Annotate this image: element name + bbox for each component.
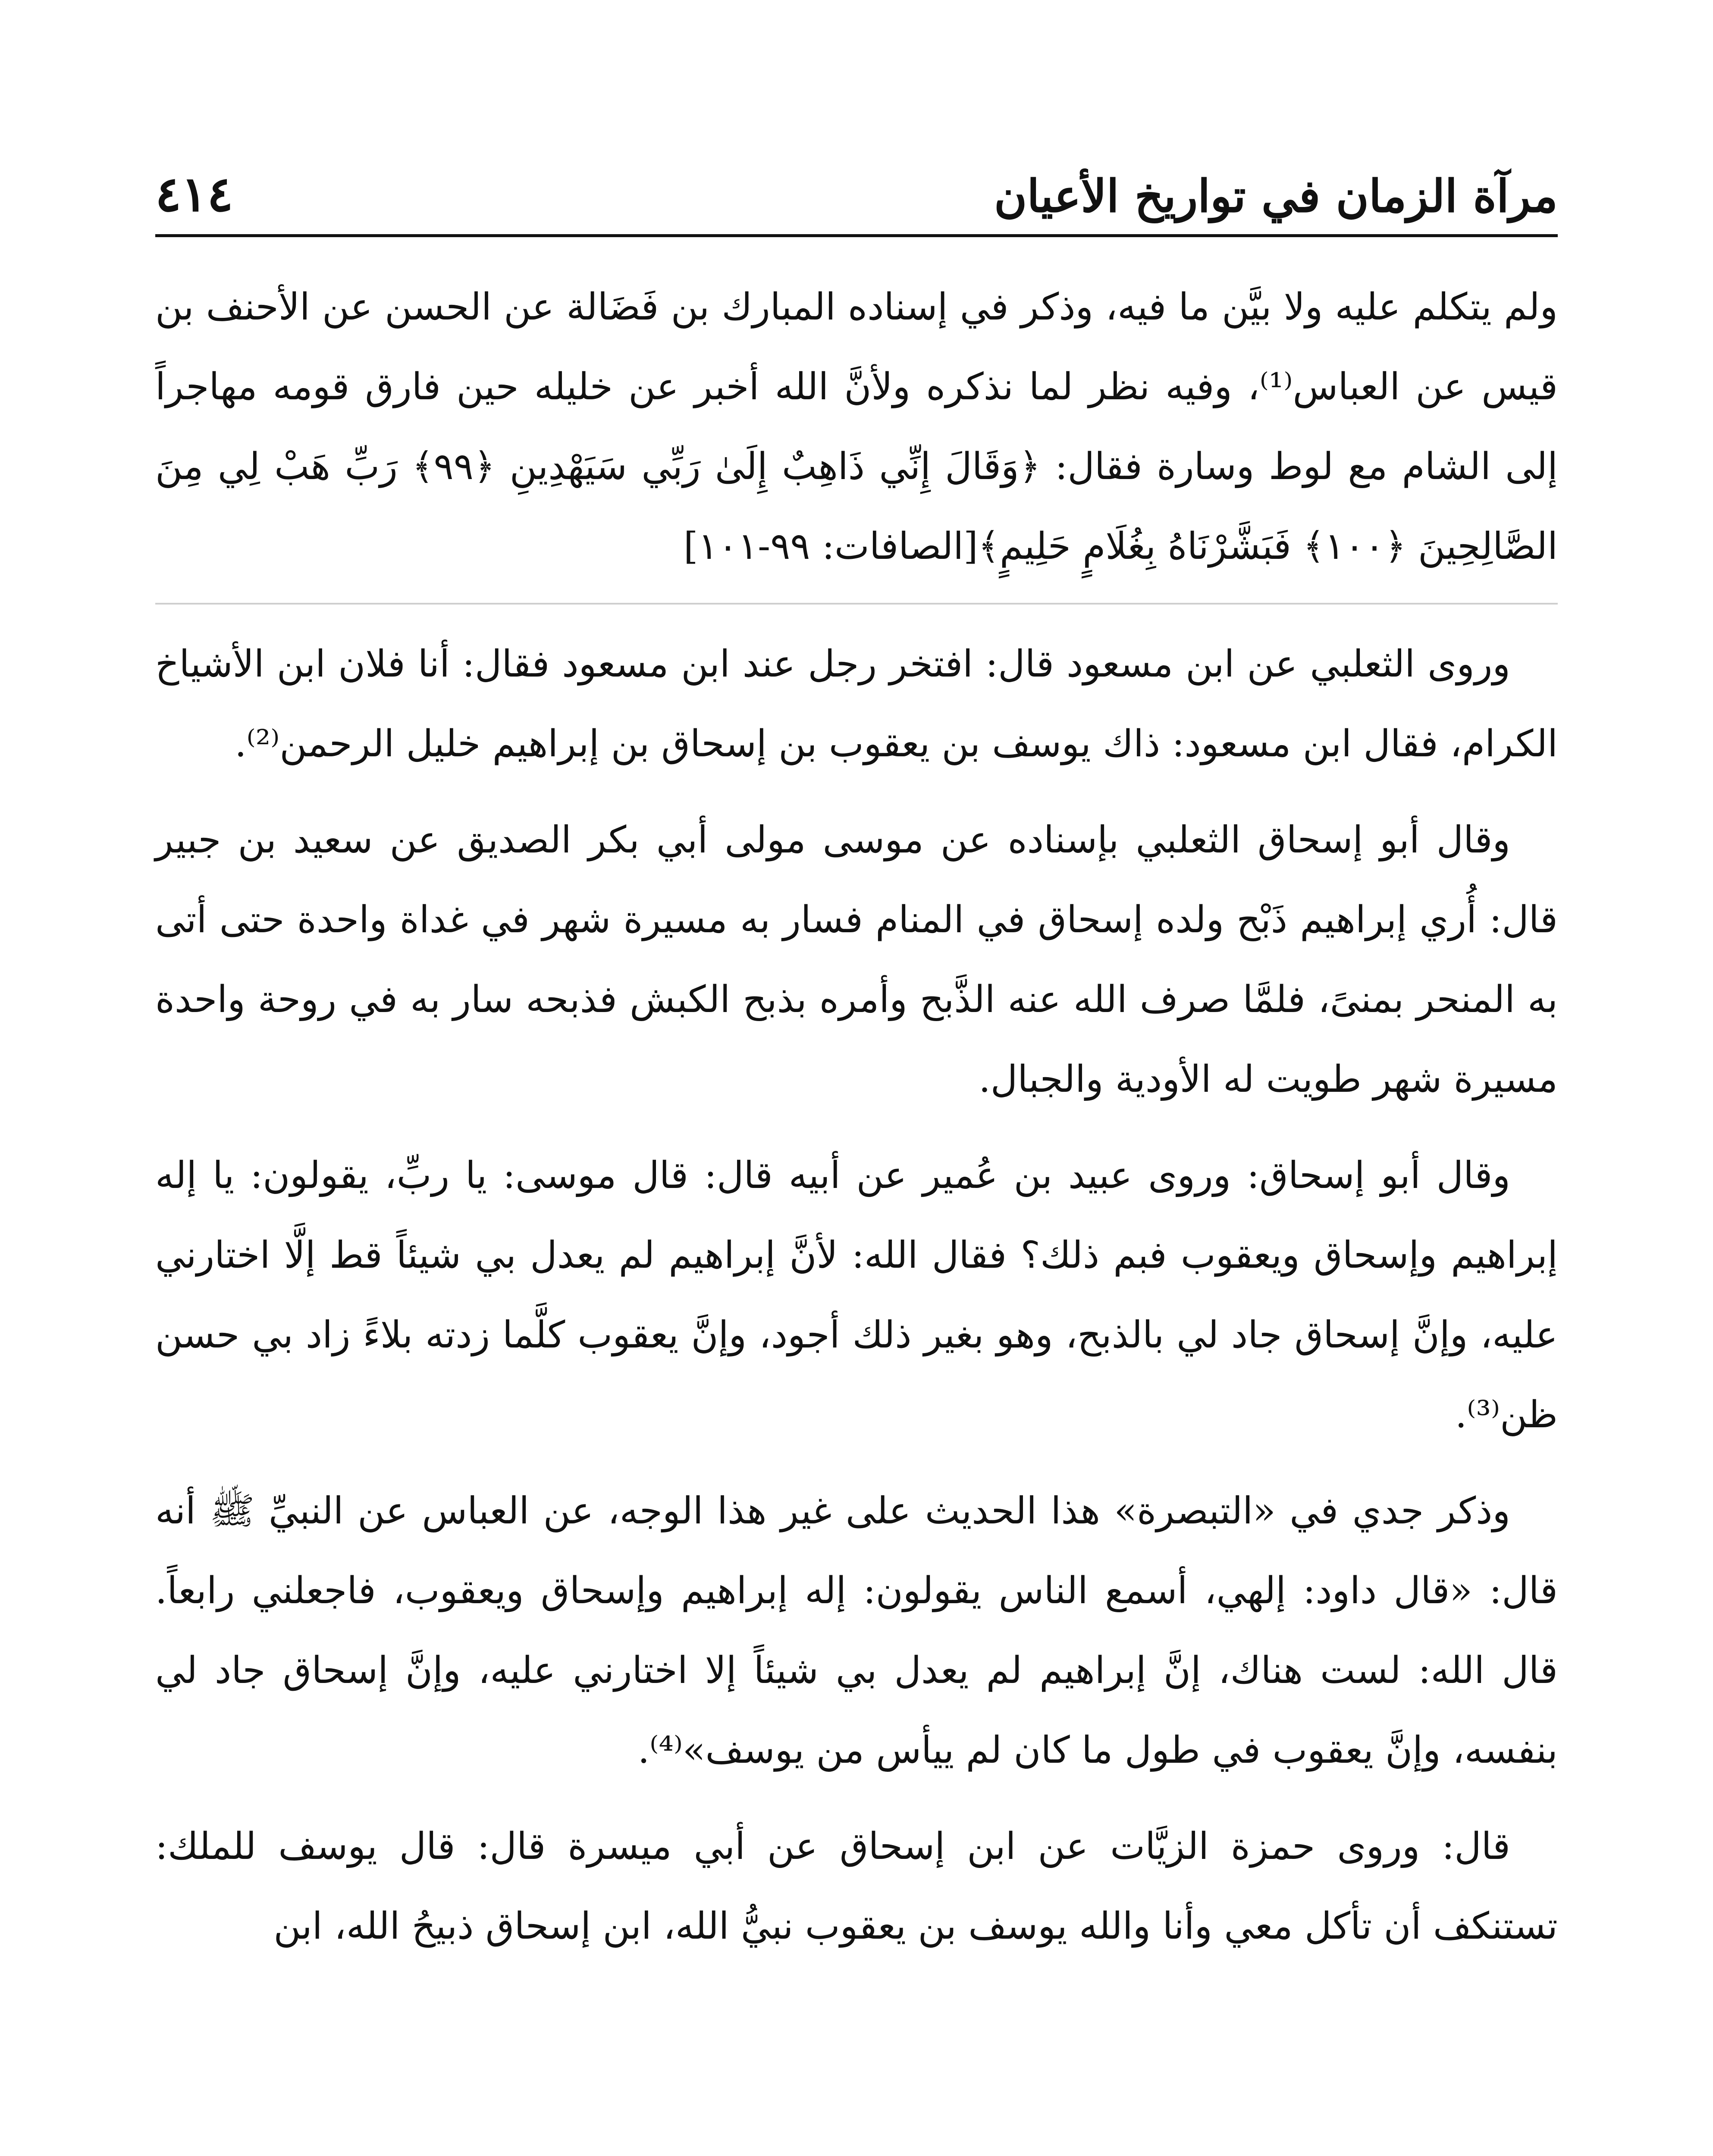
page-number: ٤١٤: [155, 166, 233, 222]
paragraph: وروى الثعلبي عن ابن مسعود قال: افتخر رجل عند ابن مسعود فقال: أنا فلان ابن الأشياخ الكرام، فقال ابن مسعود: ذاك يوسف بن يعقوب بن إسحاق بن إبراهيم خليل الرحمن⁽²⁾.: [155, 642, 1558, 765]
paragraph: وذكر جدي في «التبصرة» هذا الحديث على غير هذا الوجه، عن العباس عن النبيِّ ﷺ أنه قال: «قال داود: إلهي، أسمع الناس يقولون: إله إبراهيم وإسحاق ويعقوب، فاجعلني رابعاً. قال الله: لست هناك، إنَّ إبراهيم لم يعدل بي شيئاً إلا اختارني عليه، وإنَّ إسحاق جاد لي بنفسه، وإنَّ يعقوب في طول ما كان لم ييأس من يوسف»⁽⁴⁾.: [155, 1489, 1558, 1772]
paragraph-divider: [155, 603, 1558, 605]
paragraph: قال: وروى حمزة الزيَّات عن ابن إسحاق عن أبي ميسرة قال: قال يوسف للملك: تستنكف أن تأكل معي وأنا والله يوسف بن يعقوب نبيُّ الله، ابن إسحاق ذبيحُ الله، ابن: [155, 1825, 1558, 1948]
paragraph: ولم يتكلم عليه ولا بيَّن ما فيه، وذكر في إسناده المبارك بن فَضَالة عن الحسن عن الأحنف بن قيس عن العباس⁽¹⁾، وفيه نظر لما نذكره ولأنَّ الله أخبر عن خليله حين فارق قومه مهاجراً إلى الشام مع لوط وسارة فقال: ﴿وَقَالَ إِنِّي ذَاهِبٌ إِلَىٰ رَبِّي سَيَهْدِينِ ﴿٩٩﴾ رَبِّ هَبْ لِي مِنَ الصَّالِحِينَ ﴿١٠٠﴾ فَبَشَّرْنَاهُ بِغُلَامٍ حَلِيمٍ﴾[الصافات: ٩٩-١٠١]: [155, 285, 1558, 568]
book-title: مرآة الزمان في تواريخ الأعيان: [994, 169, 1558, 222]
paragraph: وقال أبو إسحاق: وروى عبيد بن عُمير عن أبيه قال: قال موسى: يا ربِّ، يقولون: يا إله إبراهيم وإسحاق ويعقوب فبم ذلك؟ فقال الله: لأنَّ إبراهيم لم يعدل بي شيئاً قط إلَّا اختارني عليه، وإنَّ إسحاق جاد لي بالذبح، وهو بغير ذلك أجود، وإنَّ يعقوب كلَّما زدته بلاءً زاد بي حسن ظن⁽³⁾.: [155, 1154, 1558, 1436]
paragraph: وقال أبو إسحاق الثعلبي بإسناده عن موسى مولى أبي بكر الصديق عن سعيد بن جبير قال: أُري إبراهيم ذَبْح ولده إسحاق في المنام فسار به مسيرة شهر في غداة واحدة حتى أتى به المنحر بمنىً، فلمَّا صرف الله عنه الذَّبح وأمره بذبح الكبش فذبحه سار به في روحة واحدة مسيرة شهر طويت له الأودية والجبال.: [155, 818, 1558, 1101]
main-text: [155, 267, 1558, 2139]
running-header: [155, 142, 1558, 237]
